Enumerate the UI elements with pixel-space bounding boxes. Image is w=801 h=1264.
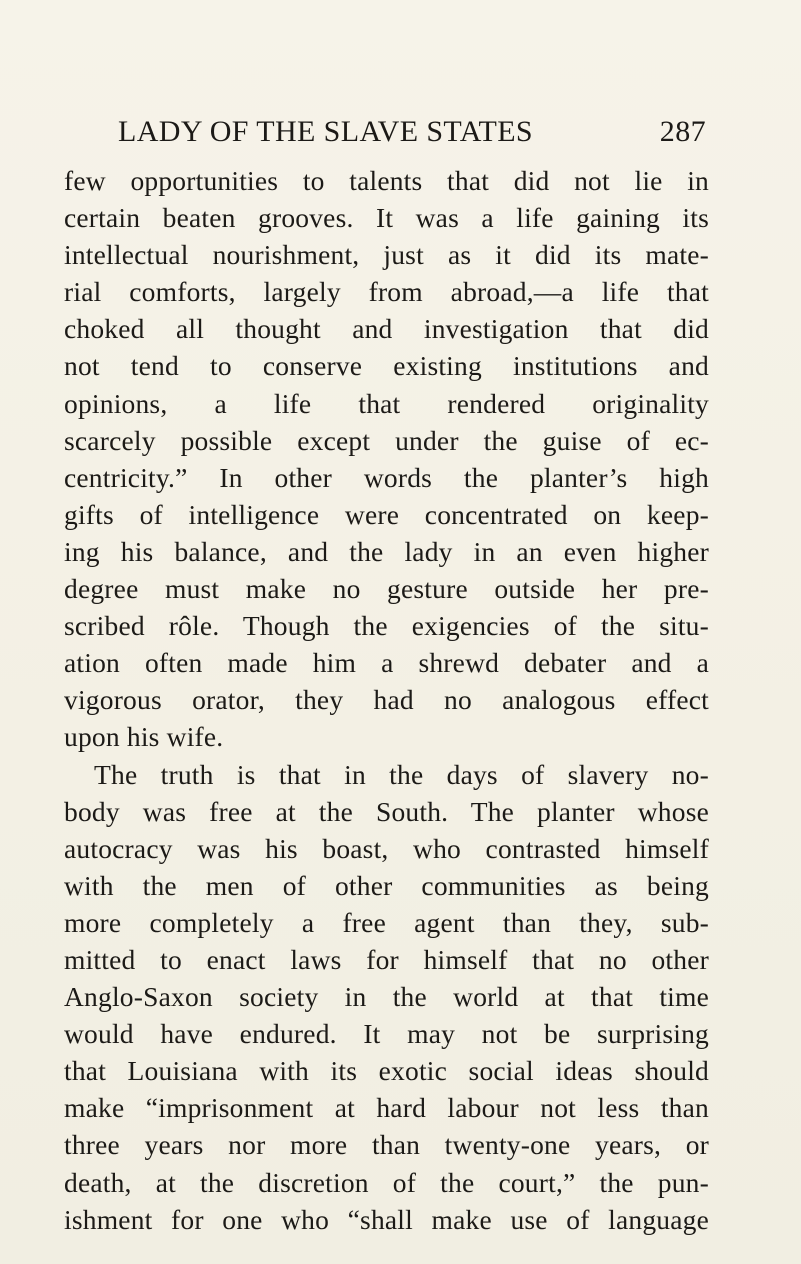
text-line: scarcely possible except under the guise of ec- [64,424,709,456]
text-line: opinions, a life that rendered originality [64,387,709,419]
text-line: few opportunities to talents that did not lie in [64,165,709,196]
text-line: death, at the discretion of the court,” the pun- [64,1166,709,1198]
text-line: ishment for one who “shall make use of language [64,1203,709,1235]
body-text [64,162,709,1238]
text-line: upon his wife. [64,721,224,753]
text-line: Anglo-Saxon society in the world at that time [64,981,709,1013]
text-line: degree must make no gesture outside her pre- [64,573,709,605]
text-line: would have endured. It may not be surprising [64,1018,709,1050]
text-line: ing his balance, and the lady in an even higher [64,535,709,567]
paragraph-start-line: The truth is that in the days of slavery no- [94,758,709,790]
running-title: LADY OF THE SLAVE STATES [118,115,534,148]
text-line: ation often made him a shrewd debater and a [64,647,709,679]
text-line: make “imprisonment at hard labour not less than [64,1092,709,1124]
running-head [118,110,706,154]
text-line: autocracy was his boast, who contrasted himself [64,832,709,864]
text-line: that Louisiana with its exotic social ideas should [64,1055,709,1087]
text-line: gifts of intelligence were concentrated on keep- [64,498,709,530]
text-line: rial comforts, largely from abroad,—a life that [64,276,709,308]
text-line: not tend to conserve existing institutions and [64,350,709,382]
text-line: intellectual nourishment, just as it did its mate- [64,239,709,271]
text-line: vigorous orator, they had no analogous effect [64,684,709,716]
text-line: centricity.” In other words the planter’s high [64,461,709,493]
text-line: certain beaten grooves. It was a life gaining its [64,202,709,234]
page-number: 287 [659,115,706,148]
text-line: mitted to enact laws for himself that no other [64,943,709,975]
text-line: body was free at the South. The planter whose [64,795,709,827]
text-line: with the men of other communities as being [64,869,709,901]
text-line: three years nor more than twenty-one years, or [64,1129,709,1161]
text-line: scribed rôle. Though the exigencies of the situ- [64,610,709,642]
text-line: choked all thought and investigation that did [64,313,709,345]
text-line: more completely a free agent than they, sub- [64,906,709,938]
